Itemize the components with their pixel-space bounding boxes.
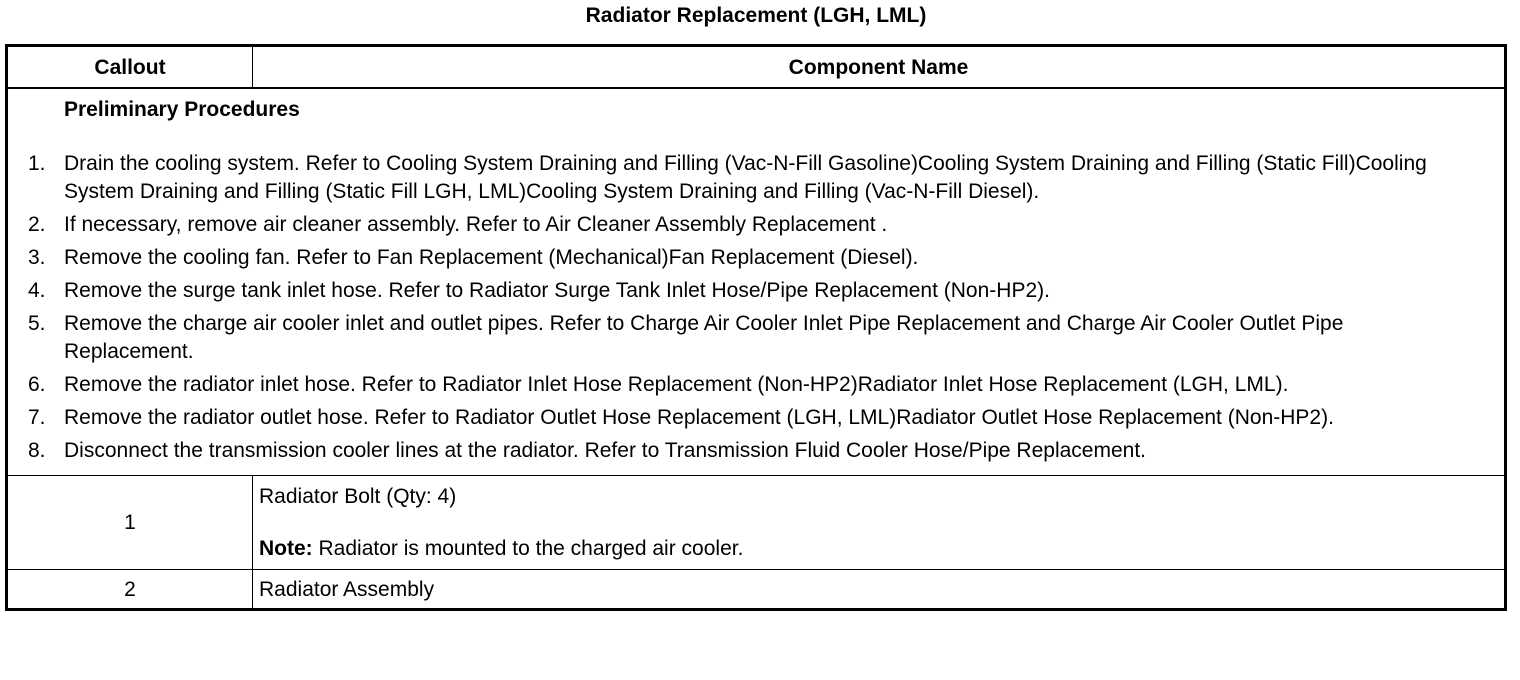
table-row [7,570,1506,610]
step-item [28,277,1478,305]
step-text: Remove the cooling fan. Refer to Fan Replacement (Mechanical)Fan Replacement (Diesel). [64,246,919,269]
preliminary-procedures-cell [7,88,1506,476]
step-item [28,310,1478,366]
component-name-cell [253,476,1506,570]
step-number: 2. [28,213,46,236]
step-number: 6. [28,373,46,396]
callout-number: 1 [7,476,253,570]
step-item [28,211,1478,239]
step-item [28,371,1478,399]
procedure-table [5,44,1507,611]
note-label: Note: [259,537,313,560]
step-number: 4. [28,279,46,302]
step-number: 8. [28,439,46,462]
table-header-row [7,46,1506,89]
step-text: Drain the cooling system. Refer to Cooling System Draining and Filling (Vac-N-Fill Gasoline)Cooling System Draining and Filling (Static Fill)Cooling System Draining and Filling (Static Fill LGH, LML)Cooling System Draining and Filling (Vac-N-Fill Diesel). [64,152,1427,203]
component-name: Radiator Bolt (Qty: 4) [259,485,457,508]
step-item [28,150,1478,206]
step-number: 5. [28,312,46,335]
component-note [259,535,1498,562]
preliminary-steps-list [28,150,1478,465]
header-callout: Callout [7,46,253,89]
header-component-name: Component Name [253,46,1506,89]
step-text: Remove the charge air cooler inlet and outlet pipes. Refer to Charge Air Cooler Inlet Pipe Replacement and Charge Air Cooler Outlet Pipe Replacement. [64,312,1344,363]
step-text: If necessary, remove air cleaner assembly. Refer to Air Cleaner Assembly Replacement . [64,213,888,236]
step-text: Disconnect the transmission cooler lines at the radiator. Refer to Transmission Fluid Cooler Hose/Pipe Replacement. [64,439,1147,462]
note-text: Radiator is mounted to the charged air cooler. [312,537,744,560]
step-item [28,437,1478,465]
preliminary-procedures-row [7,88,1506,476]
table-row [7,476,1506,570]
preliminary-procedures-heading: Preliminary Procedures [64,98,300,121]
step-number: 7. [28,406,46,429]
component-name-cell [253,570,1506,610]
callout-number: 2 [7,570,253,610]
step-text: Remove the radiator inlet hose. Refer to Radiator Inlet Hose Replacement (Non-HP2)Radiator Inlet Hose Replacement (LGH, LML). [64,373,1289,396]
step-number: 1. [28,152,46,175]
step-item [28,404,1478,432]
step-text: Remove the radiator outlet hose. Refer to Radiator Outlet Hose Replacement (LGH, LML)Radiator Outlet Hose Replacement (Non-HP2). [64,406,1334,429]
page-title: Radiator Replacement (LGH, LML) [585,4,927,27]
step-text: Remove the surge tank inlet hose. Refer to Radiator Surge Tank Inlet Hose/Pipe Replacement (Non-HP2). [64,279,1050,302]
step-item [28,244,1478,272]
component-name: Radiator Assembly [259,577,435,601]
step-number: 3. [28,246,46,269]
